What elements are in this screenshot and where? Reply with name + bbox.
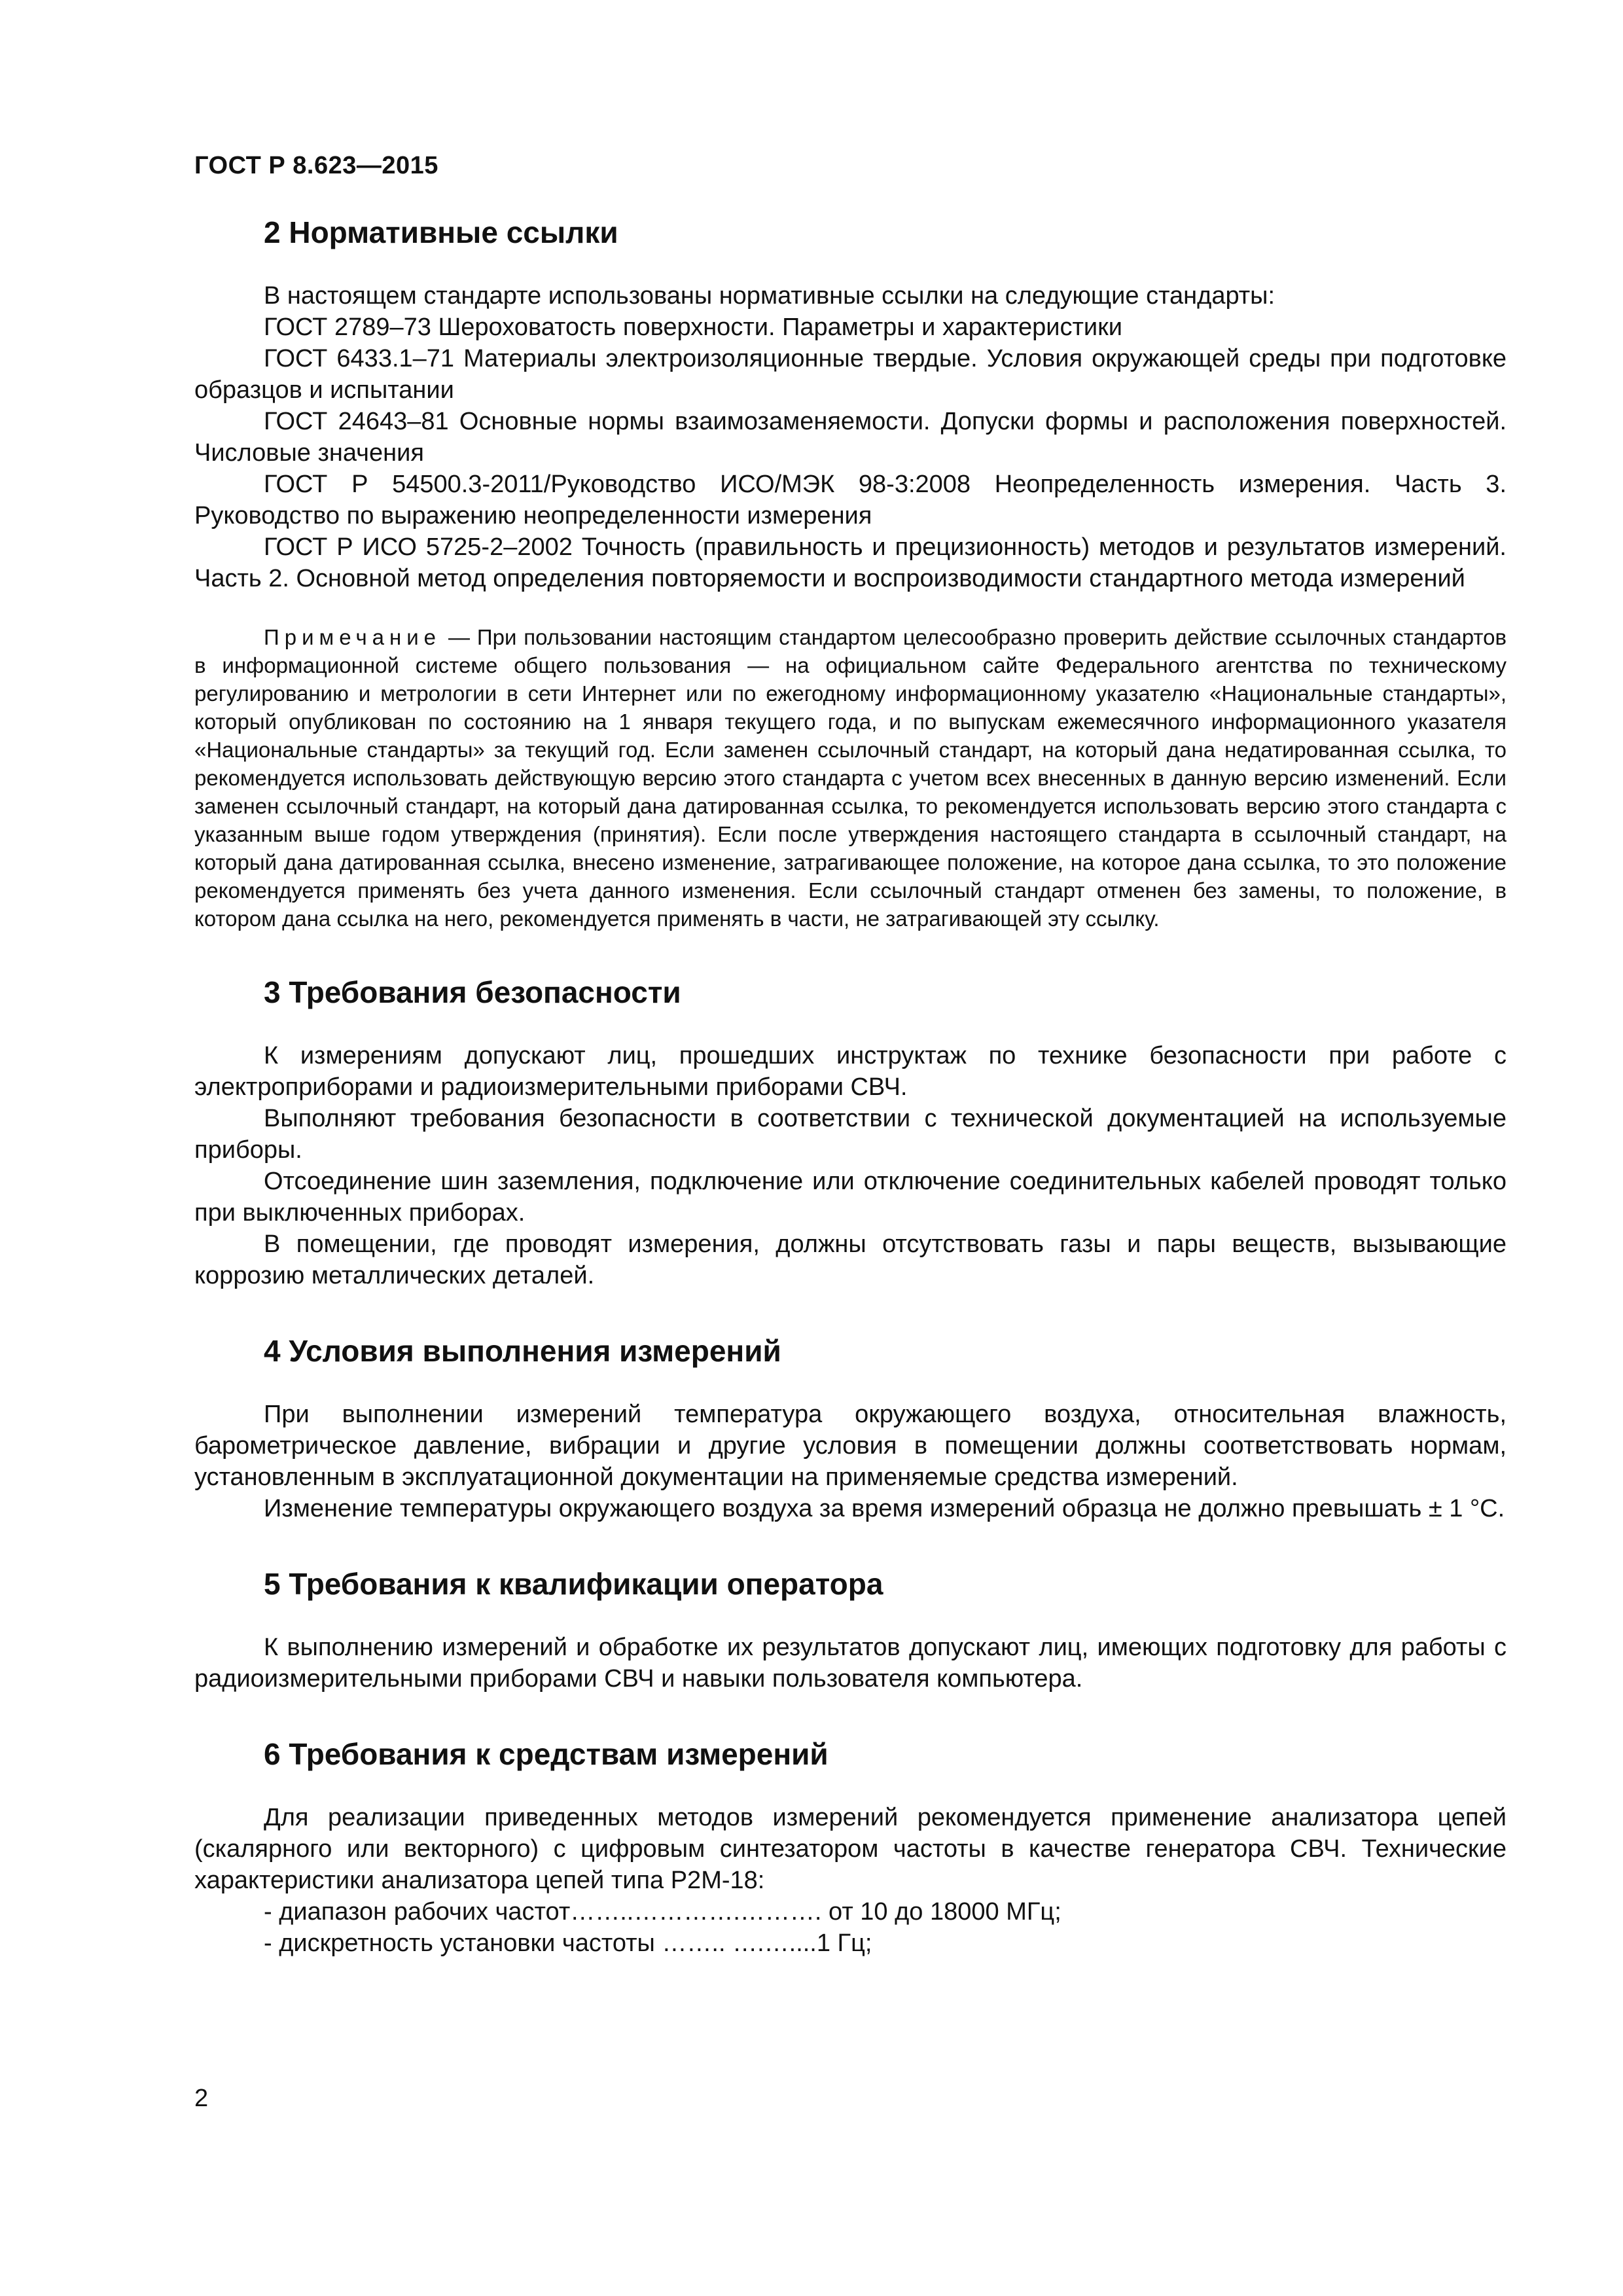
section-3-paragraph: В помещении, где проводят измерения, должны отсутствовать газы и пары веществ, вызывающие коррозию металлических деталей. <box>194 1230 1507 1289</box>
section-2-title: 2 Нормативные ссылки <box>264 215 618 249</box>
spec-list-item: - диапазон рабочих частот……..………….………. от 10 до 18000 МГц; <box>264 1898 1061 1926</box>
section-4-paragraph: При выполнении измерений температура окружающего воздуха, относительная влажность, барометрическое давление, вибрации и другие условия в помещении должны соответствовать нормам, установленным в эксплуатационной документации на применяемые средства измерений. <box>194 1401 1507 1491</box>
spec-list-item: - дискретность установки частоты …….. ….…....1 Гц; <box>264 1929 872 1957</box>
page-content <box>194 209 1507 1959</box>
section-5-paragraph: К выполнению измерений и обработке их результатов допускают лиц, имеющих подготовку для работы с радиоизмерительными приборами СВЧ и навыки пользователя компьютера. <box>194 1634 1507 1693</box>
section-3-paragraph: Выполняют требования безопасности в соответствии с технической документацией на используемые приборы. <box>194 1105 1507 1164</box>
reference-item: ГОСТ 6433.1–71 Материалы электроизоляционные твердые. Условия окружающей среды при подготовке образцов и испытании <box>194 345 1507 404</box>
section-3-paragraph: К измерениям допускают лиц, прошедших инструктаж по технике безопасности при работе с электроприборами и радиоизмерительными приборами СВЧ. <box>194 1042 1507 1101</box>
section-5-title: 5 Требования к квалификации оператора <box>264 1567 883 1601</box>
section-2-intro: В настоящем стандарте использованы нормативные ссылки на следующие стандарты: <box>264 282 1275 310</box>
reference-item: ГОСТ 24643–81 Основные нормы взаимозаменяемости. Допуски формы и расположения поверхностей. Числовые значения <box>194 408 1507 467</box>
reference-item: ГОСТ Р ИСО 5725-2–2002 Точность (правильность и прецизионность) методов и результатов измерений. Часть 2. Основной метод определения повторяемости и воспроизводимости стандартного метода измерений <box>194 533 1507 592</box>
section-3-title: 3 Требования безопасности <box>264 975 681 1009</box>
reference-item: ГОСТ Р 54500.3-2011/Руководство ИСО/МЭК 98-3:2008 Неопределенность измерения. Часть 3. Руководство по выражению неопределенности измерения <box>194 471 1507 529</box>
section-6-title: 6 Требования к средствам измерений <box>264 1737 829 1771</box>
note-label: Примечание <box>264 625 442 649</box>
section-4-title: 4 Условия выполнения измерений <box>264 1334 781 1368</box>
section-4-paragraph: Изменение температуры окружающего воздуха за время измерений образца не должно превышать ± 1 °С. <box>264 1495 1505 1522</box>
reference-item: ГОСТ 2789–73 Шероховатость поверхности. Параметры и характеристики <box>264 314 1122 341</box>
note-text: — При пользовании настоящим стандартом целесообразно проверить действие ссылочных стандартов в информационной системе общего пользования — на официальном сайте Федерального агентства по техническому регулированию и метрологии в сети Интернет или по ежегодному информационному указателю «Национальные стандарты», который опубликован по состоянию на 1 января текущего года, и по выпускам ежемесячного информационного указателя «Национальные стандарты» за текущий год. Если заменен ссылочный стандарт, на который дана недатированная ссылка, то рекомендуется использовать действующую версию этого стандарта с учетом всех внесенных в данную версию изменений. Если заменен ссылочный стандарт, на который дана датированная ссылка, то рекомендуется использовать версию этого стандарта с указанным выше годом утверждения (принятия). Если после утверждения настоящего стандарта в ссылочный стандарт, на который дана датированная ссылка, внесено изменение, затрагивающее положение, на которое дана ссылка, то это положение рекомендуется применять без учета данного изменения. Если ссылочный стандарт отменен без замены, то положение, в котором дана ссылка на него, рекомендуется применять в части, не затрагивающей эту ссылку. <box>194 625 1507 931</box>
section-3-paragraph: Отсоединение шин заземления, подключение или отключение соединительных кабелей проводят только при выключенных приборах. <box>194 1168 1507 1227</box>
section-2-note <box>194 623 1507 933</box>
section-6-paragraph: Для реализации приведенных методов измерений рекомендуется применение анализатора цепей (скалярного или векторного) с цифровым синтезатором частоты в качестве генератора СВЧ. Технические характеристики анализатора цепей типа Р2М-18: <box>194 1804 1507 1894</box>
page-number: 2 <box>194 2085 209 2112</box>
document-code: ГОСТ Р 8.623—2015 <box>194 152 438 179</box>
